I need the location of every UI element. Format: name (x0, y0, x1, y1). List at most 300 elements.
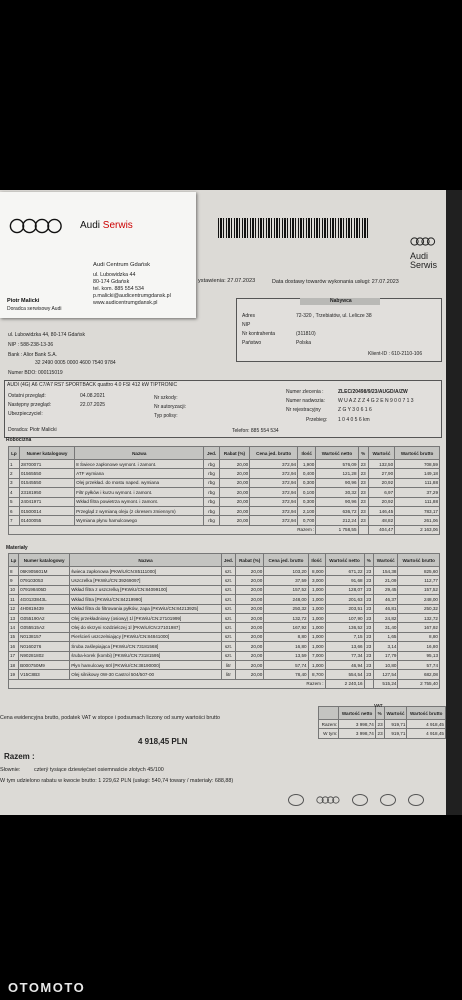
table-cell: 20,00 (236, 623, 264, 632)
amount-in-words: czterý tysiące dziewięćset osiemnaście złotych 45/100 (34, 767, 164, 773)
table-cell: 261,06 (395, 516, 440, 525)
table-cell: 23 (358, 478, 368, 487)
table-cell: 121,28 (316, 469, 358, 478)
seller-account: 32 2490 0005 0000 4600 7540 9784 (35, 360, 116, 366)
table-cell: rbg (204, 497, 219, 506)
table-cell: 132,72 (264, 613, 308, 622)
watermark: OTOMOTO (8, 980, 86, 995)
column-header: Rabat (%) (219, 447, 249, 460)
table-cell: Wkład filtra z uszczelką [PKWiU/CN:84099100] (70, 585, 222, 594)
parts-row (9, 585, 440, 594)
table-cell: 57,74 (264, 660, 308, 669)
table-cell: 06K905601M (19, 567, 70, 576)
table-cell: 079198405D (19, 585, 70, 594)
card-brand: Audi Serwis (80, 220, 133, 231)
vin-label: Numer nadwozia: (286, 398, 325, 404)
card-person: Piotr Malicki (7, 298, 40, 304)
table-cell: 157,52 (398, 585, 440, 594)
audi-rings-icon (8, 218, 66, 234)
column-header: Cena jed. brutto (250, 447, 298, 460)
table-cell: Wkład filtra [PKWiU/CN:84219990] (70, 595, 222, 604)
column-header: % (364, 554, 373, 567)
table-cell: G055190A2 (19, 613, 70, 622)
barcode (218, 218, 368, 238)
table-cell: 23 (364, 642, 373, 651)
table-cell: 203,51 (325, 604, 364, 613)
table-cell: 23 (358, 497, 368, 506)
table-cell: Wkład filtra powietrza wymont. i zamont. (75, 497, 204, 506)
binder-edge (446, 190, 462, 815)
table-cell: 250,32 (398, 604, 440, 613)
client-id: Klient-ID : 610-2110-106 (368, 351, 423, 357)
column-header: Lp (9, 554, 19, 567)
table-cell: 1,000 (308, 623, 325, 632)
summary-cell: 4 918,45 (407, 729, 446, 738)
table-cell: Olej do skrzyni rozdzielczej 1l [PKWiU/CN:27101987] (70, 623, 222, 632)
table-cell: 9 (9, 576, 19, 585)
column-header: Wartość brutto (395, 447, 440, 460)
total-spacer (358, 525, 368, 534)
table-cell: 48,82 (368, 516, 394, 525)
table-header-row (9, 554, 440, 567)
table-cell: 576,09 (316, 460, 358, 469)
table-cell: szt. (221, 567, 235, 576)
vin-number: W U A Z Z Z 4 G 2 E N 9 0 0 7 1 3 (338, 398, 414, 404)
table-cell: 23 (358, 488, 368, 497)
table-cell: 103,20 (264, 567, 308, 576)
labor-row (9, 469, 440, 478)
table-cell: 37,59 (264, 576, 308, 585)
bdo-number: Numer BDO: 000115019 (8, 370, 63, 376)
total-amount: 4 918,45 PLN (138, 737, 188, 746)
table-cell: szt. (221, 642, 235, 651)
column-header: Lp (9, 447, 20, 460)
table-cell: rbg (204, 488, 219, 497)
table-cell: szt. (221, 595, 235, 604)
table-cell: 3,000 (308, 576, 325, 585)
parts-row (9, 595, 440, 604)
table-cell: 4 (9, 488, 20, 497)
table-cell: Wkład filtra do filtrowania pyłków, zapa [PKWiU/CN:84213925] (70, 604, 222, 613)
card-contact-line: ul. Lubowidzka 44 (93, 272, 136, 278)
table-cell: 20,00 (219, 478, 249, 487)
table-cell: śruba-korek (kombi) [PKWiU/CN:73181595] (70, 651, 222, 660)
table-cell: 20,00 (219, 488, 249, 497)
total-gross: 2 163,06 (395, 525, 440, 534)
table-cell: N90281802 (19, 651, 70, 660)
table-cell: 95,13 (398, 651, 440, 660)
labor-table (8, 446, 440, 535)
table-cell: 23 (364, 670, 373, 679)
table-cell: 111,88 (395, 478, 440, 487)
table-cell: Olej przekładniowy (osiowy) 1l [PKWiU/CN:27101999] (70, 613, 222, 622)
table-cell: 23181950 (19, 488, 74, 497)
table-cell: 20,00 (219, 506, 249, 515)
table-cell: 154,38 (374, 567, 398, 576)
audi-rings-icon (410, 237, 436, 246)
vehicle-field-value: 22.07.2025 (80, 402, 106, 408)
vehicle-claim-label: Nr autoryzacji: (154, 404, 186, 410)
table-cell: Uszczelka [PKWiU/CN:39269097] (70, 576, 222, 585)
table-cell: 46,94 (325, 660, 364, 669)
column-header: Wartość (368, 447, 394, 460)
table-cell: 37,29 (395, 488, 440, 497)
order-label: Numer zlecenia : (286, 389, 324, 395)
order-number: ZLEC/20498/9/23/AUGD/A/ZW (338, 389, 408, 395)
total-label: Razem : (9, 679, 326, 688)
table-cell: 23 (364, 613, 373, 622)
column-header: Ilość (308, 554, 325, 567)
table-cell: 10 (9, 585, 19, 594)
table-cell: 13 (9, 613, 19, 622)
table-cell: 128,07 (325, 585, 364, 594)
table-cell: Płyn hamulcowy 60l [PKWiU/CN:38190000] (70, 660, 222, 669)
table-cell: 372,94 (250, 506, 298, 515)
seller-nip: NIP : 588-238-13-36 (8, 342, 54, 348)
table-cell: 2,100 (298, 506, 316, 515)
audi-rings-icon (316, 796, 340, 804)
vehicle-claim-label: Typ polisy: (154, 413, 178, 419)
table-cell: 20,00 (236, 567, 264, 576)
column-header: Cena jed. brutto (264, 554, 308, 567)
issue-date: ystawienia: 27.07.2023 (198, 278, 256, 284)
table-cell: 23 (364, 595, 373, 604)
table-cell: Wymiana płynu hamulcowego (75, 516, 204, 525)
table-cell: 7,000 (308, 651, 325, 660)
table-cell: Przegląd z wymianą oleju (z ckresem zmiennym) (75, 506, 204, 515)
vehicle-field-label: Następny przegląd: (8, 402, 52, 408)
seat-logo-icon (352, 794, 368, 806)
table-cell: 20,00 (236, 651, 264, 660)
evidence-note: Cena ewidencyjna brutto, podatek VAT w stopce i podsumach liczony od sumy wartości brutto (0, 715, 220, 721)
table-cell: V15C8B3 (19, 670, 70, 679)
footer-brand-logos (288, 794, 424, 806)
total-gross: 2 755,40 (398, 679, 440, 688)
summary-row-label: Razem: (319, 720, 339, 729)
table-cell: 20,00 (236, 642, 264, 651)
table-cell: 01545550 (19, 478, 74, 487)
total-label: Razem : (9, 525, 316, 534)
table-cell: 1,000 (308, 604, 325, 613)
labor-row (9, 516, 440, 525)
table-cell: 1,65 (374, 632, 398, 641)
table-cell: 0,400 (298, 469, 316, 478)
table-cell: 23 (364, 632, 373, 641)
advisor: Doradca: Piotr Malicki (8, 427, 57, 433)
table-cell: 2 (9, 469, 20, 478)
summary-corner (319, 707, 339, 720)
card-contact-line: 80-174 Gdańsk (93, 279, 130, 285)
table-cell: 1 (9, 460, 20, 469)
summary-column-header: Wartość (384, 707, 407, 720)
summary-cell: 919,71 (384, 729, 407, 738)
parts-row (9, 576, 440, 585)
summary-vat-caption: VAT (374, 703, 383, 708)
table-cell: 8,000 (308, 567, 325, 576)
registration-label: Nr rejestracyjny (286, 407, 321, 413)
parts-row (9, 660, 440, 669)
table-cell: Olej przekład. do mostu naped. wymiana (75, 478, 204, 487)
header-brand: Audi Serwis (410, 251, 438, 270)
table-total-row (9, 525, 440, 534)
table-cell: szt. (221, 623, 235, 632)
table-cell: 24,82 (374, 613, 398, 622)
summary-row-label: W tym: (319, 729, 339, 738)
table-cell: litr (221, 660, 235, 669)
table-cell: 5 (9, 497, 20, 506)
table-cell: 23 (364, 567, 373, 576)
table-cell: 250,32 (264, 604, 308, 613)
table-cell: 15 (9, 632, 19, 641)
table-cell: 127,54 (374, 670, 398, 679)
mileage-label: Przebieg: (306, 417, 328, 423)
table-cell: 12 (9, 604, 19, 613)
table-cell: 1,000 (308, 642, 325, 651)
vehicle-field-label: Ostatni przegląd: (8, 393, 46, 399)
total-vat: 404,47 (368, 525, 394, 534)
table-cell: 132,72 (398, 613, 440, 622)
table-header-row (9, 447, 440, 460)
table-cell: 20,00 (219, 516, 249, 525)
table-total-row (9, 679, 440, 688)
column-header: Jed. (221, 554, 235, 567)
table-cell: 248,00 (264, 595, 308, 604)
table-cell: 46,37 (374, 595, 398, 604)
table-cell: 10,80 (374, 660, 398, 669)
table-cell: 28700071 (19, 460, 74, 469)
table-cell: 20,00 (236, 613, 264, 622)
table-cell: 682,08 (398, 670, 440, 679)
table-cell: 201,63 (325, 595, 364, 604)
table-cell: 14 (9, 623, 19, 632)
buyer-title: Nabywca (330, 298, 352, 304)
summary-row (319, 720, 446, 729)
table-cell: 3 (9, 478, 20, 487)
column-header: % (358, 447, 368, 460)
labor-row (9, 506, 440, 515)
table-cell: 57,74 (398, 660, 440, 669)
card-contact-line: www.audicentrumgdansk.pl (93, 300, 158, 306)
table-cell: 17 (9, 651, 19, 660)
table-cell: 90,96 (316, 478, 358, 487)
table-cell: 157,52 (264, 585, 308, 594)
column-header: Jed. (204, 447, 219, 460)
table-cell: 708,59 (395, 460, 440, 469)
table-cell: świeca zapłonowa [PKWiU/CN:85111000] (70, 567, 222, 576)
discount-line: W tym udzielono rabatu w kwocie brutto: 1 229,62 PLN (usługi: 540,74 towary / materiały: 688,88) (0, 778, 234, 784)
table-cell: 248,00 (398, 595, 440, 604)
summary-cell: 3 998,74 (339, 729, 375, 738)
column-header: Numer katalogowy (19, 447, 74, 460)
advisor-phone: Telefon: 885 554 534 (232, 428, 279, 434)
column-header: Wartość brutto (398, 554, 440, 567)
table-cell: litr (221, 670, 235, 679)
table-cell: rbg (204, 460, 219, 469)
summary-column-header: % (375, 707, 384, 720)
table-cell: 91,68 (325, 576, 364, 585)
table-cell: 554,54 (325, 670, 364, 679)
table-cell: 46,81 (374, 604, 398, 613)
column-header: Nazwa (75, 447, 204, 460)
table-cell: 23 (358, 469, 368, 478)
buyer-field-value: (311810) (296, 331, 316, 337)
table-cell: 1,000 (308, 613, 325, 622)
table-cell: 01500014 (19, 506, 74, 515)
table-cell: G055515A2 (19, 623, 70, 632)
vehicle-claim-label: Nr szkody: (154, 395, 178, 401)
table-cell: 1,000 (308, 660, 325, 669)
table-cell: 20,92 (368, 478, 394, 487)
buyer-field-label: Adres (242, 313, 256, 319)
seller-bank: Bank : Alior Bank S.A. (8, 352, 57, 358)
summary-cell: 23 (375, 720, 384, 729)
column-header: Wartość netto (325, 554, 364, 567)
table-cell: N0160276 (19, 642, 70, 651)
column-header: Wartość netto (316, 447, 358, 460)
table-cell: 825,60 (398, 567, 440, 576)
table-cell: 23 (364, 604, 373, 613)
table-cell: 23 (358, 516, 368, 525)
table-cell: 29,45 (374, 585, 398, 594)
total-net: 2 240,16 (325, 679, 364, 688)
card-role: Doradca serwisowy Audi (7, 306, 62, 312)
table-cell: 167,92 (398, 623, 440, 632)
summary-cell: 919,71 (384, 720, 407, 729)
parts-table (8, 553, 440, 689)
delivery-date: Data dostawy towarów wykonania usługi: 27.07.2023 (272, 279, 399, 285)
table-cell: rbg (204, 469, 219, 478)
table-cell: 1,000 (308, 632, 325, 641)
table-cell: 111,88 (395, 497, 440, 506)
column-header: Nazwa (70, 554, 222, 567)
total-vat: 515,24 (374, 679, 398, 688)
table-cell: 16 (9, 642, 19, 651)
table-cell: 372,94 (250, 469, 298, 478)
card-company: Audi Centrum Gdańsk (93, 262, 151, 268)
table-cell: ATF wymiana (75, 469, 204, 478)
table-cell: 20,00 (236, 632, 264, 641)
table-cell: Olej silnikowy 0W-30 Castrol 504/507-00 (70, 670, 222, 679)
table-cell: 23 (364, 660, 373, 669)
table-cell: 136,52 (325, 623, 364, 632)
parts-title: Materiały (6, 545, 28, 551)
table-cell: 18 (9, 660, 19, 669)
labor-row (9, 460, 440, 469)
table-cell: 079103053 (19, 576, 70, 585)
parts-row (9, 613, 440, 622)
column-header: Wartość (374, 554, 398, 567)
card-contact-line: tel. kom. 885 554 534 (93, 286, 144, 292)
table-cell: 31,40 (374, 623, 398, 632)
total-spacer (364, 679, 373, 688)
vw-logo-icon (288, 794, 304, 806)
labor-row (9, 497, 440, 506)
table-cell: rbg (204, 506, 219, 515)
table-cell: rbg (204, 516, 219, 525)
table-cell: 11 (9, 595, 19, 604)
table-cell: 107,90 (325, 613, 364, 622)
table-cell: 20,00 (236, 595, 264, 604)
table-cell: szt. (221, 604, 235, 613)
card-contact-line: p.malicki@audicentrumgdansk.pl (93, 293, 171, 299)
table-cell: 3,14 (374, 642, 398, 651)
table-cell: szt. (221, 576, 235, 585)
table-cell: 13,59 (264, 651, 308, 660)
summary-column-header: Wartość brutto (407, 707, 446, 720)
table-cell: 23 (364, 576, 373, 585)
column-header: Rabat (%) (236, 554, 264, 567)
table-cell: 8,80 (398, 632, 440, 641)
table-cell: 8 (9, 567, 19, 576)
buyer-field-value: 72-320 , Trzebiatów, ul. Lelicze 38 (296, 313, 372, 319)
table-cell: 21,09 (374, 576, 398, 585)
table-cell: 20,00 (219, 460, 249, 469)
table-cell: 13,66 (325, 642, 364, 651)
table-cell: rbg (204, 478, 219, 487)
table-cell: 27,90 (368, 469, 394, 478)
table-cell: 20,00 (236, 660, 264, 669)
summary-row (319, 729, 446, 738)
table-cell: 372,94 (250, 516, 298, 525)
table-cell: 20,00 (236, 604, 264, 613)
table-cell: 0,300 (298, 478, 316, 487)
summary-header-row (319, 707, 446, 720)
table-cell: 20,00 (219, 497, 249, 506)
labor-row (9, 478, 440, 487)
table-cell: 8 Świece zapłonowe wymont. i zamont. (75, 460, 204, 469)
column-header: Numer katalogowy (19, 554, 70, 567)
table-cell: 0,300 (298, 497, 316, 506)
labor-title: Robocizna (6, 437, 32, 443)
table-cell: 8,80 (264, 632, 308, 641)
table-cell: 20,00 (219, 469, 249, 478)
buyer-field-label: NIP (242, 322, 251, 328)
labor-row (9, 488, 440, 497)
buyer-field-label: Państwo (242, 340, 262, 346)
table-cell: 19 (9, 670, 19, 679)
table-cell: 4H0819439 (19, 604, 70, 613)
vehicle-field-label: Ubezpieczyciel: (8, 411, 43, 417)
photo-bottom (0, 815, 462, 1000)
buyer-field-value: Polska (296, 340, 312, 346)
table-cell: 16,80 (264, 642, 308, 651)
registration-number: Z G Y 3 0 6 1 6 (338, 407, 372, 413)
seller-address: ul. Lubowidzka 44, 80-174 Gdańsk (8, 332, 85, 338)
parts-row (9, 623, 440, 632)
vehicle-field-value: 04.08.2021 (80, 393, 106, 399)
summary-table (318, 706, 446, 739)
table-cell: 78,40 (264, 670, 308, 679)
buyer-field-label: Nr kontrahenta (242, 331, 276, 337)
table-cell: szt. (221, 632, 235, 641)
table-cell: 167,92 (264, 623, 308, 632)
table-cell: 4G0133843L (19, 595, 70, 604)
summary-cell: 3 998,74 (339, 720, 375, 729)
skoda-logo-icon (380, 794, 396, 806)
table-cell: 30,32 (316, 488, 358, 497)
table-cell: 372,94 (250, 478, 298, 487)
table-cell: 636,72 (316, 506, 358, 515)
table-cell: 132,50 (368, 460, 394, 469)
amount-in-words-label: Słownie: (0, 767, 21, 773)
table-cell: 23 (358, 506, 368, 515)
table-cell: 77,34 (325, 651, 364, 660)
table-cell: 0,100 (298, 488, 316, 497)
table-cell: 23 (358, 460, 368, 469)
table-cell: 1,000 (308, 595, 325, 604)
table-cell: 01400055 (19, 516, 74, 525)
table-cell: 20,00 (236, 576, 264, 585)
